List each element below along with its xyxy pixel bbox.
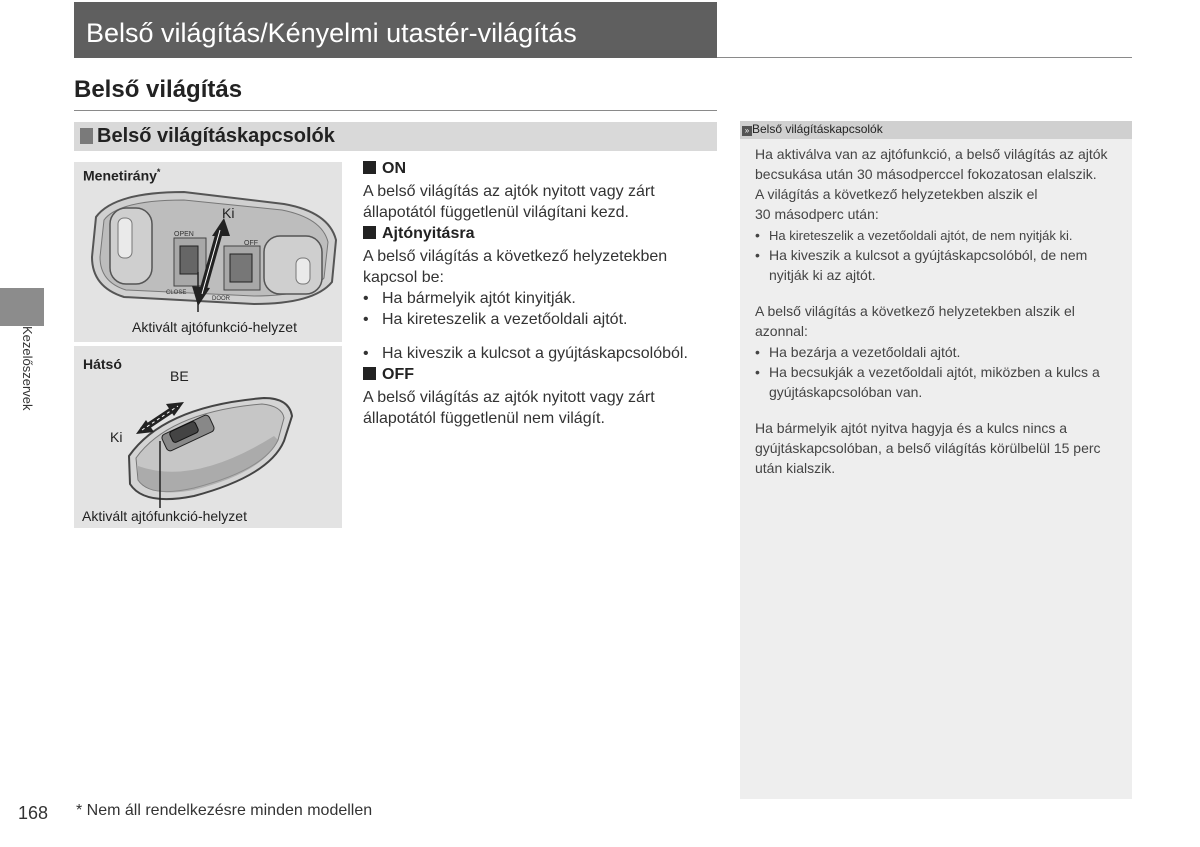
- bullet-icon: •: [363, 290, 369, 307]
- double-chevron-icon: »: [742, 126, 752, 136]
- door-bullet-1: • Ha bármelyik ajtót kinyitják.: [363, 290, 576, 307]
- sidebar-p2-2: azonnal:: [755, 323, 808, 339]
- sidebar-p3-3: után kialszik.: [755, 460, 836, 476]
- square-bullet-icon: [363, 226, 376, 239]
- front-caption: Aktivált ajtófunkció-helyzet: [132, 319, 297, 335]
- footnote: * Nem áll rendelkezésre minden modellen: [76, 802, 373, 819]
- chapter-tab-label: Kezelőszervek: [20, 326, 35, 411]
- square-bullet-icon: [363, 161, 376, 174]
- sidebar-p1-1: Ha aktiválva van az ajtófunkció, a belső világítás az ajtók: [755, 146, 1108, 162]
- door-heading: Ajtónyitásra: [363, 225, 474, 243]
- bullet-icon: •: [755, 344, 760, 360]
- front-ki-label: Ki: [222, 205, 235, 221]
- switch-close-text: CLOSE: [166, 290, 187, 296]
- chapter-tab: [0, 288, 44, 326]
- sidebar-p1-bullet-1: • Ha kireteszelik a vezetőoldali ajtót, de nem nyitják ki.: [755, 227, 1073, 243]
- sidebar-p3-2: gyújtáskapcsolóban, a belső világítás körülbelül 15 perc: [755, 440, 1101, 456]
- front-light-illustration: [74, 162, 342, 342]
- bullet-icon: •: [363, 345, 369, 362]
- door-text-2: kapcsol be:: [363, 269, 444, 286]
- section-title: Belső világítás: [74, 76, 243, 103]
- header-rule: [717, 57, 1132, 58]
- sidebar-p3-1: Ha bármelyik ajtót nyitva hagyja és a kulcs nincs a: [755, 420, 1068, 436]
- sidebar-p2-bullet-2-cont: gyújtáskapcsolóban van.: [769, 384, 923, 400]
- figure-front-light: [74, 162, 342, 342]
- bullet-icon: •: [755, 364, 760, 380]
- off-text-1: A belső világítás az ajtók nyitott vagy zárt: [363, 389, 655, 406]
- bullet-icon: •: [363, 311, 369, 328]
- sidebar-p1-bullet-2-cont: nyitják ki az ajtót.: [769, 267, 876, 283]
- on-text-1: A belső világítás az ajtók nyitott vagy zárt: [363, 183, 655, 200]
- sidebar-p1-4: 30 másodperc után:: [755, 206, 879, 222]
- on-heading: ON: [363, 160, 406, 178]
- door-bullet-3: • Ha kiveszik a kulcsot a gyújtáskapcsolóból.: [363, 345, 688, 362]
- figure-rear-label: Hátsó: [83, 356, 122, 372]
- switch-door-text: DOOR: [212, 296, 230, 302]
- figure-front-label: Menetirány*: [83, 167, 161, 184]
- page-title: Belső világítás/Kényelmi utastér-világítás: [86, 18, 577, 48]
- sidebar-p1-2: becsukása után 30 másodperccel fokozatosan elalszik.: [755, 166, 1097, 182]
- door-text-1: A belső világítás a következő helyzetekben: [363, 248, 668, 265]
- rear-caption: Aktivált ajtófunkció-helyzet: [82, 508, 247, 524]
- on-text-2: állapotától függetlenül világítani kezd.: [363, 204, 629, 221]
- door-bullet-2: • Ha kireteszelik a vezetőoldali ajtót.: [363, 311, 628, 328]
- sidebar-tab-link[interactable]: » Belső világításkapcsolók: [742, 122, 883, 136]
- sidebar-p2-1: A belső világítás a következő helyzetekben alszik el: [755, 303, 1075, 319]
- sidebar-p1-3: A világítás a következő helyzetekben alszik el: [755, 186, 1038, 202]
- bullet-icon: •: [755, 247, 760, 263]
- page-number: 168: [18, 803, 49, 823]
- switch-open-text: OPEN: [174, 231, 194, 238]
- bullet-icon: •: [755, 227, 760, 243]
- rear-ki-label: Ki: [110, 429, 123, 445]
- section-rule: [74, 110, 717, 111]
- square-bullet-icon: [363, 367, 376, 380]
- off-text-2: állapotától függetlenül nem világít.: [363, 410, 605, 427]
- subsection-marker-icon: [80, 128, 93, 144]
- sidebar-p2-bullet-2: • Ha becsukják a vezetőoldali ajtót, miközben a kulcs a: [755, 364, 1100, 380]
- figure-rear-light: [74, 346, 342, 528]
- off-heading: OFF: [363, 366, 414, 384]
- sidebar-p1-bullet-2: • Ha kiveszik a kulcsot a gyújtáskapcsolóból, de nem: [755, 247, 1088, 263]
- subsection-title: Belső világításkapcsolók: [97, 125, 335, 147]
- rear-be-label: BE: [170, 368, 189, 384]
- sidebar-p2-bullet-1: • Ha bezárja a vezetőoldali ajtót.: [755, 344, 961, 360]
- switch-off-text: OFF: [244, 240, 258, 247]
